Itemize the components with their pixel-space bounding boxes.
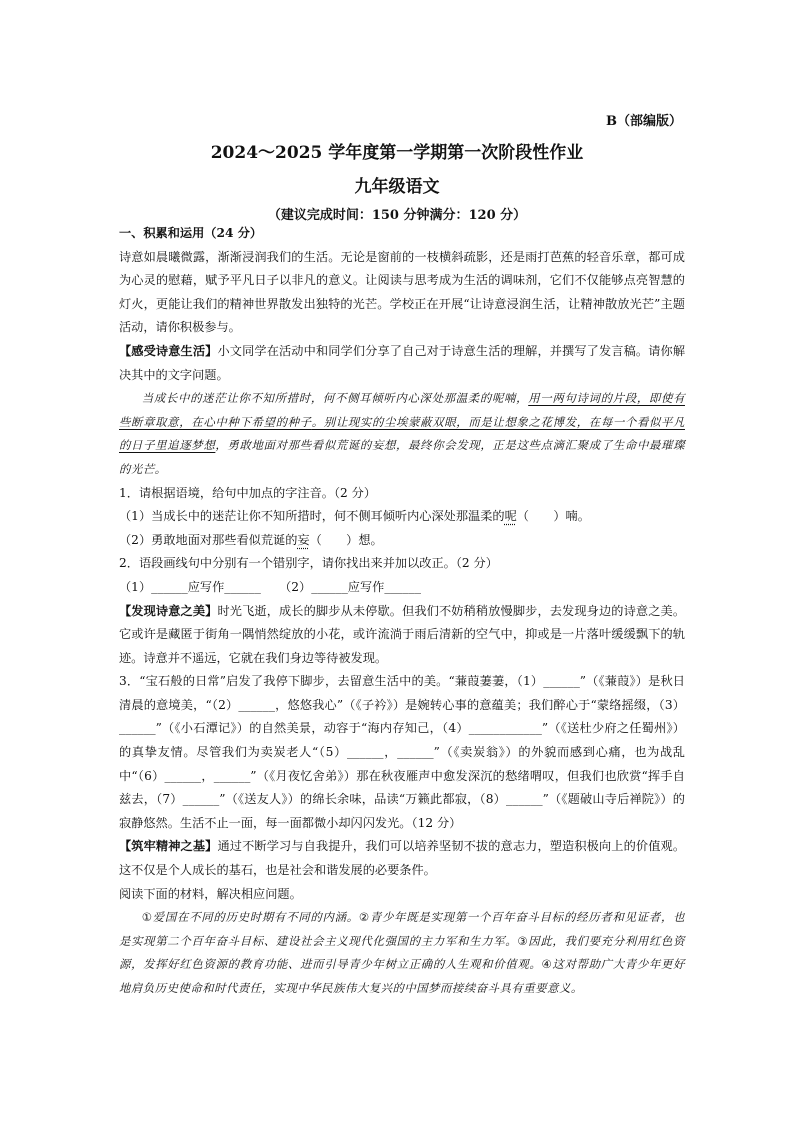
page-title: 2024～2025 学年度第一学期第一次阶段性作业 (210, 143, 584, 163)
edition-label: B（部编版） (606, 114, 682, 129)
q1-1-answer-blank[interactable]: （ ）喃。 (516, 509, 590, 524)
q1-1-text: （1）当成长中的迷茫让你不知所措时，何不侧耳倾听内心深处那温柔的 (119, 509, 505, 524)
question-2-answers[interactable]: （1）______应写作______ （2）______应写作______ (119, 579, 421, 594)
subject-title: 九年级语文 (354, 177, 440, 197)
speech-underlined-2: 。别让现实的尘埃蒙蔽双眼，而是让想象之花博发，在每一个看似平凡的日子里追逐梦想 (119, 414, 685, 453)
q1-2-answer-blank[interactable]: （ ）想。 (309, 532, 383, 547)
speech-underlined-1: 用一两句诗词的片段，即使有些断章取意，在心中种下希望的种子 (119, 391, 685, 429)
part1-tag: 【感受诗意生活】 (119, 343, 218, 358)
question-1: 1．请根据语境，给句中加点的字注音。（2 分） (119, 485, 377, 500)
part3-text: 通过不断学习与自我提升，我们可以培养坚韧不拔的意志力，塑造积极向上的价值观。这不仅是个人成长的基石，也是社会和谐发展的必要条件。 (119, 839, 686, 878)
time-score-note: （建议完成时间：150 分钟满分：120 分） (267, 208, 527, 223)
section-1 (119, 222, 685, 1001)
speech-passage (119, 387, 685, 481)
part2-text: 时光飞逝，成长的脚步从未停歇。但我们不妨稍稍放慢脚步，去发现身边的诗意之美。它或许是藏匿于街角一隅悄然绽放的小花，或许流淌于雨后清新的空气中，抑或是一片落叶缓缓飘下的轨迹。诗意并不遥远，它就在我们身边等待被发现。 (119, 603, 686, 665)
intro-paragraph: 诗意如晨曦微露，渐渐浸润我们的生活。无论是窗前的一枝横斜疏影，还是雨打芭蕉的轻音乐章，都可成为心灵的慰藉，赋予平凡日子以非凡的意义。让阅读与思考成为生活的调味剂，它们不仅能够点亮智慧的灯火，更能让我们的精神世界散发出独特的光芒。学校正在开展“让诗意浸润生活，让精神散放光芒”主题活动，请你积极参与。 (119, 249, 685, 335)
question-1-1 (119, 505, 685, 529)
speech-part-a: 当成长中的迷茫让你不知所措时，何不侧耳倾听内心深处那温柔的呢喃， (141, 391, 529, 406)
reading-prompt: 阅读下面的材料，解决相应问题。 (119, 886, 302, 901)
speech-part-d: ，勇敢地面对那些看似荒诞的妄想，最终你会发现，正是这些点滴汇聚成了生命中最璀璨的光芒。 (119, 438, 685, 476)
q1-2-text: （2）勇敢地面对那些看似荒诞的 (119, 532, 298, 547)
question-2: 2．语段画线句中分别有一个错别字，请你找出来并加以改正。（2 分） (119, 556, 498, 571)
part1-paragraph (119, 340, 685, 387)
reading-material: ①爱国在不同的历史时期有不同的内涵。②青少年既是实现第一个百年奋斗目标的经历者和见证者，也是实现第二个百年奋斗目标、建设社会主义现代化强国的主力军和生力军。③因此，我们要充分利用红色资源，发挥好红色资源的教育功能、进而引导青少年树立正确的人生观和价值观。④这对帮助广大青少年更好地肩负历史使命和时代责任，实现中华民族伟大复兴的中国梦而接续奋斗具有重要意义。 (119, 910, 685, 995)
question-1-2 (119, 529, 685, 553)
q1-2-dotted-char: 妄 (297, 532, 310, 547)
part2-paragraph (119, 600, 685, 671)
part2-tag: 【发现诗意之美】 (119, 603, 218, 618)
part1-text: 小文同学在活动中和同学们分享了自己对于诗意生活的理解，并撰写了发言稿。请你解决其中的文字问题。 (119, 343, 686, 382)
part3-tag: 【筑牢精神之基】 (119, 839, 218, 854)
part3-paragraph (119, 835, 685, 882)
section-heading: 一、积累和运用（24 分） (119, 226, 263, 240)
q1-1-dotted-char: 呢 (504, 509, 517, 524)
question-3[interactable]: 3．“宝石般的日常”启发了我停下脚步，去留意生活中的美。“蒹葭萋萋，（1）______”（《蒹葭》）是秋日清晨的意境美，“（2）______，悠悠我心”（《子衿》）是婉转心事的意蕴美；我们醉心于“蒙络摇缀，（3）______”（《小石潭记》）的自然美景，动容于“海内存知己，（4）____________”（《送杜少府之任蜀州》）的真挚友情。尽管我们为卖炭老人“（5）______，______”（《卖炭翁》）的外貌而感到心痛，也为战乱中“（6）______，______”（《月夜忆舍弟》）那在秋夜雁声中愈发深沉的愁绪喟叹，但我们也欣赏“挥手自兹去，（7）______”（《送友人》）的绵长余味，品读“万籁此都寂，（8）______”（《题破山寺后禅院》）的寂静悠然。生活不止一面，每一面都微小却闪闪发光。（12 分） (119, 674, 685, 830)
